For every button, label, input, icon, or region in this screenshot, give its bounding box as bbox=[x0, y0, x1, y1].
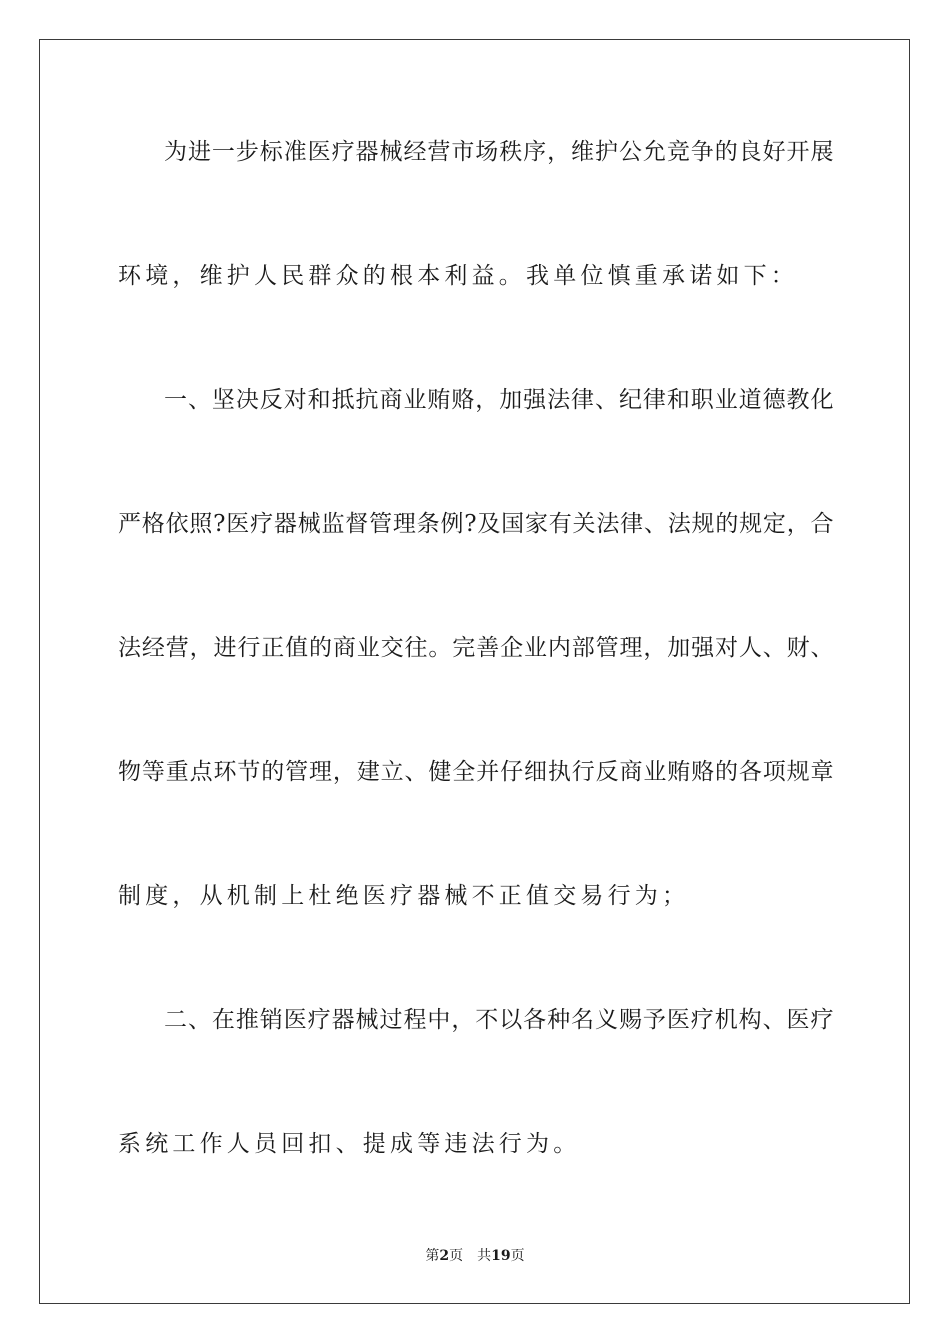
paragraph-1-line-2: 环境，维护人民群众的根本利益。我单位慎重承诺如下： bbox=[118, 263, 798, 289]
paragraph-3-line-1: 二、在推销医疗器械过程中，不以各种名义赐予医疗机构、医疗 bbox=[164, 1007, 834, 1033]
paragraph-3-line-2: 系统工作人员回扣、提成等违法行为。 bbox=[118, 1131, 581, 1157]
page-number: 2 bbox=[439, 1248, 450, 1264]
total-suffix: 页 bbox=[510, 1248, 525, 1264]
paragraph-2-line-4: 物等重点环节的管理，建立、健全并仔细执行反商业贿赂的各项规章 bbox=[118, 759, 834, 785]
page-footer bbox=[0, 1247, 950, 1265]
paragraph-2-line-5: 制度，从机制上杜绝医疗器械不正值交易行为； bbox=[118, 883, 690, 909]
total-prefix: 共 bbox=[477, 1248, 492, 1264]
page-border bbox=[39, 39, 910, 1304]
paragraph-2-line-1: 一、坚决反对和抵抗商业贿赂，加强法律、纪律和职业道德教化 bbox=[164, 387, 834, 413]
page-suffix: 页 bbox=[449, 1248, 464, 1264]
total-pages: 19 bbox=[491, 1248, 511, 1264]
paragraph-1-line-1: 为进一步标准医疗器械经营市场秩序，维护公允竞争的良好开展 bbox=[164, 139, 834, 165]
paragraph-2-line-3: 法经营，进行正值的商业交往。完善企业内部管理，加强对人、财、 bbox=[118, 635, 834, 661]
page-prefix: 第 bbox=[425, 1248, 440, 1264]
paragraph-2-line-2: 严格依照?医疗器械监督管理条例?及国家有关法律、法规的规定，合 bbox=[118, 511, 834, 537]
